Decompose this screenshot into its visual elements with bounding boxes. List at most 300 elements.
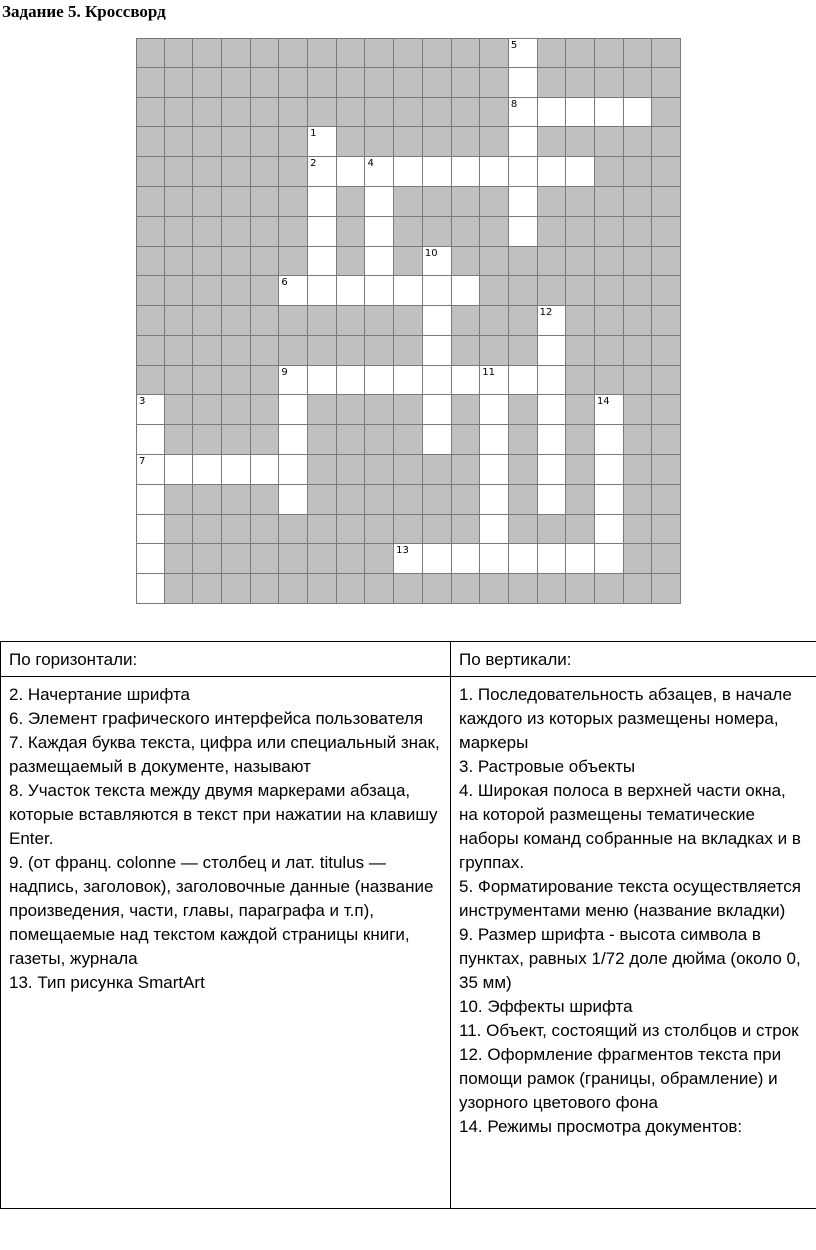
crossword-cell-white[interactable] xyxy=(595,98,624,128)
crossword-cell-white[interactable] xyxy=(423,276,452,306)
crossword-cell-blocked xyxy=(652,336,681,366)
crossword-cell-blocked xyxy=(337,68,366,98)
crossword-cell-white[interactable] xyxy=(365,366,394,396)
crossword-cell-white[interactable] xyxy=(595,455,624,485)
crossword-cell-blocked xyxy=(165,306,194,336)
crossword-cell-blocked xyxy=(652,544,681,574)
crossword-cell-blocked xyxy=(595,68,624,98)
crossword-cell-white[interactable] xyxy=(365,247,394,277)
crossword-cell-white[interactable] xyxy=(337,157,366,187)
crossword-cell-blocked xyxy=(193,395,222,425)
crossword-cell-blocked xyxy=(308,336,337,366)
crossword-cell-blocked xyxy=(365,395,394,425)
crossword-cell-white[interactable] xyxy=(566,157,595,187)
crossword-cell-blocked xyxy=(279,336,308,366)
crossword-cell-blocked xyxy=(308,515,337,545)
crossword-cell-blocked xyxy=(251,366,280,396)
clue-number: 11 xyxy=(482,366,495,378)
crossword-cell-white[interactable] xyxy=(595,544,624,574)
crossword-cell-blocked xyxy=(624,187,653,217)
crossword-cell-blocked xyxy=(538,247,567,277)
crossword-cell-blocked xyxy=(337,247,366,277)
crossword-cell-blocked xyxy=(509,455,538,485)
crossword-cell-blocked xyxy=(624,217,653,247)
crossword-cell-blocked xyxy=(193,574,222,604)
crossword-cell-white[interactable] xyxy=(308,217,337,247)
crossword-cell-white[interactable] xyxy=(251,455,280,485)
crossword-cell-blocked xyxy=(538,276,567,306)
crossword-cell-white[interactable] xyxy=(136,485,165,515)
crossword-cell-white[interactable] xyxy=(509,98,538,128)
crossword-cell-white[interactable] xyxy=(423,157,452,187)
crossword-grid xyxy=(136,38,681,604)
crossword-cell-blocked xyxy=(624,366,653,396)
crossword-cell-blocked xyxy=(394,306,423,336)
crossword-cell-blocked xyxy=(595,247,624,277)
clue-number: 14 xyxy=(596,396,610,408)
crossword-cell-blocked xyxy=(337,306,366,336)
crossword-cell-blocked xyxy=(222,366,251,396)
crossword-cell-white[interactable] xyxy=(624,98,653,128)
crossword-cell-white[interactable] xyxy=(538,336,567,366)
crossword-cell-blocked xyxy=(165,276,194,306)
crossword-cell-white[interactable] xyxy=(423,395,452,425)
crossword-cell-blocked xyxy=(423,455,452,485)
clue-item: 3. Растровые объекты xyxy=(459,757,636,776)
crossword-cell-white[interactable] xyxy=(337,276,366,306)
crossword-cell-blocked xyxy=(193,276,222,306)
crossword-cell-blocked xyxy=(222,276,251,306)
crossword-cell-white[interactable] xyxy=(365,217,394,247)
crossword-cell-white[interactable] xyxy=(136,455,165,485)
clues-body-row xyxy=(1,677,816,1209)
crossword-cell-white[interactable] xyxy=(394,544,423,574)
crossword-cell-blocked xyxy=(595,157,624,187)
clue-number: 13 xyxy=(396,545,409,557)
crossword-cell-blocked xyxy=(136,98,165,128)
crossword-cell-white[interactable] xyxy=(480,515,509,545)
crossword-cell-blocked xyxy=(652,68,681,98)
crossword-cell-blocked xyxy=(652,98,681,128)
crossword-cell-blocked xyxy=(165,425,194,455)
crossword-cell-white[interactable] xyxy=(308,127,337,157)
crossword-cell-white[interactable] xyxy=(394,276,423,306)
crossword-cell-blocked xyxy=(308,98,337,128)
crossword-cell-blocked xyxy=(624,157,653,187)
crossword-cell-blocked xyxy=(279,544,308,574)
crossword-cell-blocked xyxy=(509,515,538,545)
crossword-cell-blocked xyxy=(423,515,452,545)
crossword-cell-blocked xyxy=(337,425,366,455)
crossword-cell-blocked xyxy=(222,336,251,366)
crossword-cell-white[interactable] xyxy=(365,157,394,187)
crossword-cell-blocked xyxy=(452,306,481,336)
crossword-cell-white[interactable] xyxy=(136,395,165,425)
clue-item: 9. (от франц. colonne — столбец и лат. titulus — надпись, заголовок), заголовочные данные (название произведения, части, главы, параграфа и т.п), помещаемые над текстом каждой страницы книги, газеты, журнала xyxy=(9,853,434,968)
crossword-cell-white[interactable] xyxy=(337,366,366,396)
crossword-cell-white[interactable] xyxy=(595,485,624,515)
crossword-cell-blocked xyxy=(193,157,222,187)
clue-number: 12 xyxy=(539,307,553,319)
crossword-cell-white[interactable] xyxy=(394,366,423,396)
crossword-cell-blocked xyxy=(480,98,509,128)
crossword-cell-white[interactable] xyxy=(279,485,308,515)
crossword-cell-blocked xyxy=(509,574,538,604)
crossword-cell-blocked xyxy=(566,455,595,485)
crossword-cell-white[interactable] xyxy=(509,187,538,217)
crossword-cell-white[interactable] xyxy=(538,485,567,515)
crossword-cell-blocked xyxy=(480,574,509,604)
crossword-cell-blocked xyxy=(279,217,308,247)
crossword-cell-blocked xyxy=(538,68,567,98)
crossword-cell-blocked xyxy=(165,157,194,187)
clues-table xyxy=(0,641,816,1209)
crossword-cell-blocked xyxy=(222,68,251,98)
crossword-cell-blocked xyxy=(222,98,251,128)
crossword-cell-white[interactable] xyxy=(509,217,538,247)
crossword-cell-blocked xyxy=(193,68,222,98)
crossword-cell-blocked xyxy=(452,98,481,128)
crossword-cell-blocked xyxy=(308,306,337,336)
crossword-cell-blocked xyxy=(566,187,595,217)
crossword-cell-blocked xyxy=(193,544,222,574)
crossword-cell-blocked xyxy=(480,38,509,68)
crossword-cell-white[interactable] xyxy=(480,544,509,574)
clue-number: 4 xyxy=(367,158,374,170)
crossword-cell-blocked xyxy=(652,187,681,217)
crossword-cell-white[interactable] xyxy=(279,425,308,455)
crossword-cell-blocked xyxy=(308,544,337,574)
crossword-cell-blocked xyxy=(452,38,481,68)
crossword-cell-blocked xyxy=(394,187,423,217)
crossword-cell-blocked xyxy=(566,574,595,604)
crossword-cell-blocked xyxy=(308,68,337,98)
crossword-cell-blocked xyxy=(251,217,280,247)
crossword-cell-blocked xyxy=(222,157,251,187)
crossword-cell-white[interactable] xyxy=(509,157,538,187)
crossword-cell-blocked xyxy=(394,515,423,545)
crossword-cell-blocked xyxy=(452,515,481,545)
crossword-cell-blocked xyxy=(624,574,653,604)
crossword-cell-white[interactable] xyxy=(566,98,595,128)
crossword-cell-white[interactable] xyxy=(423,306,452,336)
crossword-cell-blocked xyxy=(193,247,222,277)
crossword-cell-blocked xyxy=(394,98,423,128)
crossword-cell-white[interactable] xyxy=(452,366,481,396)
crossword-cell-blocked xyxy=(624,127,653,157)
crossword-cell-white[interactable] xyxy=(538,544,567,574)
crossword-cell-blocked xyxy=(452,336,481,366)
crossword-cell-white[interactable] xyxy=(509,366,538,396)
crossword-cell-blocked xyxy=(452,395,481,425)
crossword-cell-blocked xyxy=(308,395,337,425)
crossword-cell-blocked xyxy=(566,336,595,366)
crossword-cell-white[interactable] xyxy=(538,98,567,128)
crossword-cell-blocked xyxy=(509,395,538,425)
crossword-cell-blocked xyxy=(193,515,222,545)
crossword-cell-blocked xyxy=(624,38,653,68)
crossword-cell-blocked xyxy=(279,68,308,98)
crossword-cell-blocked xyxy=(251,544,280,574)
task-title: Задание 5. Кроссворд xyxy=(2,2,166,21)
crossword-cell-blocked xyxy=(595,574,624,604)
crossword-cell-blocked xyxy=(165,217,194,247)
crossword-cell-blocked xyxy=(538,515,567,545)
crossword-cell-blocked xyxy=(652,157,681,187)
crossword-cell-blocked xyxy=(652,366,681,396)
crossword-cell-white[interactable] xyxy=(136,515,165,545)
crossword-cell-white[interactable] xyxy=(308,157,337,187)
crossword-cell-white[interactable] xyxy=(365,276,394,306)
crossword-cell-white[interactable] xyxy=(509,68,538,98)
crossword-cell-blocked xyxy=(509,336,538,366)
crossword-cell-blocked xyxy=(136,276,165,306)
across-header: По горизонтали: xyxy=(1,642,451,677)
crossword-cell-blocked xyxy=(566,306,595,336)
crossword-cell-blocked xyxy=(423,68,452,98)
crossword-cell-blocked xyxy=(222,395,251,425)
crossword-cell-white[interactable] xyxy=(538,455,567,485)
crossword-cell-blocked xyxy=(365,38,394,68)
crossword-cell-blocked xyxy=(538,217,567,247)
crossword-cell-blocked xyxy=(452,574,481,604)
crossword-cell-blocked xyxy=(624,336,653,366)
crossword-cell-blocked xyxy=(222,515,251,545)
crossword-cell-white[interactable] xyxy=(394,157,423,187)
crossword-cell-white[interactable] xyxy=(480,485,509,515)
crossword-cell-blocked xyxy=(165,127,194,157)
crossword-cell-blocked xyxy=(624,276,653,306)
crossword-cell-blocked xyxy=(595,38,624,68)
crossword-cell-blocked xyxy=(365,425,394,455)
crossword-cell-blocked xyxy=(509,247,538,277)
crossword-cell-white[interactable] xyxy=(279,395,308,425)
crossword-cell-white[interactable] xyxy=(279,366,308,396)
crossword-cell-blocked xyxy=(251,276,280,306)
clue-item: 5. Форматирование текста осуществляется инструментами меню (название вкладки) xyxy=(459,877,801,920)
clue-item: 1. Последовательность абзацев, в начале каждого из которых размещены номера, маркеры xyxy=(459,685,792,752)
crossword-cell-blocked xyxy=(365,127,394,157)
crossword-cell-white[interactable] xyxy=(480,425,509,455)
crossword-cell-blocked xyxy=(222,127,251,157)
crossword-cell-blocked xyxy=(452,455,481,485)
crossword-cell-blocked xyxy=(279,98,308,128)
crossword-cell-white[interactable] xyxy=(423,247,452,277)
crossword-cell-blocked xyxy=(595,276,624,306)
crossword-cell-blocked xyxy=(222,574,251,604)
crossword-cell-blocked xyxy=(509,425,538,455)
crossword-cell-white[interactable] xyxy=(538,306,567,336)
down-clues xyxy=(451,677,816,1209)
crossword-cell-blocked xyxy=(165,336,194,366)
crossword-cell-blocked xyxy=(365,455,394,485)
crossword-cell-white[interactable] xyxy=(308,366,337,396)
crossword-cell-blocked xyxy=(566,38,595,68)
clue-item: 6. Элемент графического интерфейса пользователя xyxy=(9,709,424,728)
crossword-cell-white[interactable] xyxy=(308,187,337,217)
crossword-cell-blocked xyxy=(251,98,280,128)
crossword-cell-blocked xyxy=(251,38,280,68)
crossword-cell-blocked xyxy=(165,544,194,574)
clue-item: 7. Каждая буква текста, цифра или специальный знак, размещаемый в документе, называют xyxy=(9,733,440,776)
crossword-cell-white[interactable] xyxy=(136,425,165,455)
crossword-cell-blocked xyxy=(279,306,308,336)
crossword-cell-white[interactable] xyxy=(279,455,308,485)
clue-item: 9. Размер шрифта - высота символа в пунктах, равных 1/72 доле дюйма (около 0, 35 мм) xyxy=(459,925,801,992)
crossword-cell-blocked xyxy=(279,157,308,187)
crossword-cell-blocked xyxy=(423,485,452,515)
clue-item: 12. Оформление фрагментов текста при помощи рамок (границы, обрамление) и узорного цветового фона xyxy=(459,1045,782,1112)
crossword-cell-blocked xyxy=(509,485,538,515)
crossword-cell-blocked xyxy=(423,98,452,128)
crossword-cell-blocked xyxy=(652,455,681,485)
crossword-cell-blocked xyxy=(222,217,251,247)
crossword-cell-blocked xyxy=(251,336,280,366)
crossword-cell-white[interactable] xyxy=(480,157,509,187)
clue-item: 8. Участок текста между двумя маркерами абзаца, которые вставляются в текст при нажатии на клавишу Enter. xyxy=(9,781,438,848)
crossword-cell-white[interactable] xyxy=(365,187,394,217)
crossword-cell-blocked xyxy=(136,217,165,247)
crossword-cell-blocked xyxy=(624,455,653,485)
crossword-cell-blocked xyxy=(193,127,222,157)
crossword-cell-white[interactable] xyxy=(193,455,222,485)
crossword-cell-white[interactable] xyxy=(480,395,509,425)
clue-item: 2. Начертание шрифта xyxy=(9,685,191,704)
crossword-cell-blocked xyxy=(538,187,567,217)
crossword-cell-white[interactable] xyxy=(452,276,481,306)
crossword-cell-blocked xyxy=(365,306,394,336)
crossword-cell-blocked xyxy=(337,38,366,68)
crossword-cell-white[interactable] xyxy=(595,425,624,455)
crossword-cell-white[interactable] xyxy=(423,336,452,366)
crossword-cell-blocked xyxy=(452,187,481,217)
crossword-cell-blocked xyxy=(480,276,509,306)
crossword-cell-blocked xyxy=(165,574,194,604)
crossword-cell-white[interactable] xyxy=(595,515,624,545)
crossword-cell-blocked xyxy=(652,306,681,336)
clue-item: 10. Эффекты шрифта xyxy=(459,997,633,1016)
crossword-cell-blocked xyxy=(595,217,624,247)
crossword-cell-blocked xyxy=(193,306,222,336)
crossword-cell-white[interactable] xyxy=(538,425,567,455)
crossword-cell-white[interactable] xyxy=(136,544,165,574)
crossword-cell-blocked xyxy=(165,395,194,425)
crossword-cell-blocked xyxy=(165,38,194,68)
crossword-cell-white[interactable] xyxy=(509,127,538,157)
crossword-cell-blocked xyxy=(452,247,481,277)
crossword-cell-blocked xyxy=(394,425,423,455)
crossword-cell-white[interactable] xyxy=(423,425,452,455)
crossword-cell-white[interactable] xyxy=(423,366,452,396)
crossword-cell-blocked xyxy=(337,515,366,545)
crossword-cell-white[interactable] xyxy=(509,544,538,574)
crossword-cell-blocked xyxy=(165,68,194,98)
crossword-cell-blocked xyxy=(652,127,681,157)
crossword-cell-blocked xyxy=(566,127,595,157)
crossword-cell-blocked xyxy=(652,395,681,425)
crossword-cell-blocked xyxy=(624,395,653,425)
crossword-cell-blocked xyxy=(279,127,308,157)
crossword-cell-blocked xyxy=(308,455,337,485)
crossword-cell-blocked xyxy=(365,574,394,604)
crossword-cell-blocked xyxy=(337,574,366,604)
crossword-cell-blocked xyxy=(423,574,452,604)
crossword-cell-blocked xyxy=(652,38,681,68)
crossword-cell-white[interactable] xyxy=(222,455,251,485)
crossword-cell-blocked xyxy=(652,515,681,545)
crossword-cell-blocked xyxy=(337,395,366,425)
crossword-cell-white[interactable] xyxy=(480,455,509,485)
crossword-cell-blocked xyxy=(193,336,222,366)
crossword-cell-blocked xyxy=(136,157,165,187)
crossword-cell-blocked xyxy=(279,574,308,604)
crossword-cell-blocked xyxy=(394,574,423,604)
crossword-cell-blocked xyxy=(480,336,509,366)
crossword-cell-blocked xyxy=(251,187,280,217)
crossword-cell-blocked xyxy=(652,574,681,604)
crossword-cell-blocked xyxy=(452,425,481,455)
crossword-cell-white[interactable] xyxy=(566,544,595,574)
crossword-cell-blocked xyxy=(251,574,280,604)
crossword-cell-blocked xyxy=(566,217,595,247)
crossword-cell-white[interactable] xyxy=(165,455,194,485)
crossword-cell-white[interactable] xyxy=(480,366,509,396)
crossword-cell-blocked xyxy=(394,395,423,425)
crossword-cell-blocked xyxy=(394,217,423,247)
crossword-cell-blocked xyxy=(193,187,222,217)
crossword-cell-blocked xyxy=(480,187,509,217)
crossword-cell-white[interactable] xyxy=(423,544,452,574)
clue-item: 4. Широкая полоса в верхней части окна, на которой размещены тематические наборы команд собранные на вкладках и в группах. xyxy=(459,781,801,872)
crossword-cell-white[interactable] xyxy=(538,157,567,187)
crossword-cell-white[interactable] xyxy=(595,395,624,425)
clue-number: 6 xyxy=(281,277,288,289)
crossword-cell-blocked xyxy=(394,68,423,98)
clue-number: 2 xyxy=(310,158,317,170)
crossword-cell-blocked xyxy=(566,485,595,515)
crossword-cell-white[interactable] xyxy=(136,574,165,604)
crossword-cell-white[interactable] xyxy=(279,276,308,306)
crossword-cell-white[interactable] xyxy=(509,38,538,68)
crossword-cell-blocked xyxy=(480,306,509,336)
clues-header-row xyxy=(1,642,816,677)
crossword-cell-blocked xyxy=(480,127,509,157)
crossword-cell-white[interactable] xyxy=(538,395,567,425)
crossword-cell-blocked xyxy=(595,366,624,396)
crossword-cell-blocked xyxy=(394,485,423,515)
crossword-cell-blocked xyxy=(193,485,222,515)
crossword-cell-blocked xyxy=(222,247,251,277)
crossword-cell-white[interactable] xyxy=(308,247,337,277)
crossword-cell-blocked xyxy=(652,425,681,455)
clue-item: 14. Режимы просмотра документов: xyxy=(459,1117,743,1136)
crossword-cell-blocked xyxy=(337,485,366,515)
crossword-cell-blocked xyxy=(365,485,394,515)
crossword-cell-blocked xyxy=(365,515,394,545)
down-header: По вертикали: xyxy=(451,642,816,677)
crossword-cell-blocked xyxy=(279,515,308,545)
crossword-cell-white[interactable] xyxy=(538,366,567,396)
clue-number: 3 xyxy=(139,396,146,408)
crossword-cell-blocked xyxy=(365,336,394,366)
crossword-cell-blocked xyxy=(538,574,567,604)
crossword-cell-blocked xyxy=(193,98,222,128)
crossword-cell-white[interactable] xyxy=(308,276,337,306)
crossword-cell-white[interactable] xyxy=(452,544,481,574)
crossword-cell-blocked xyxy=(595,336,624,366)
crossword-cell-blocked xyxy=(251,157,280,187)
crossword-cell-white[interactable] xyxy=(452,157,481,187)
